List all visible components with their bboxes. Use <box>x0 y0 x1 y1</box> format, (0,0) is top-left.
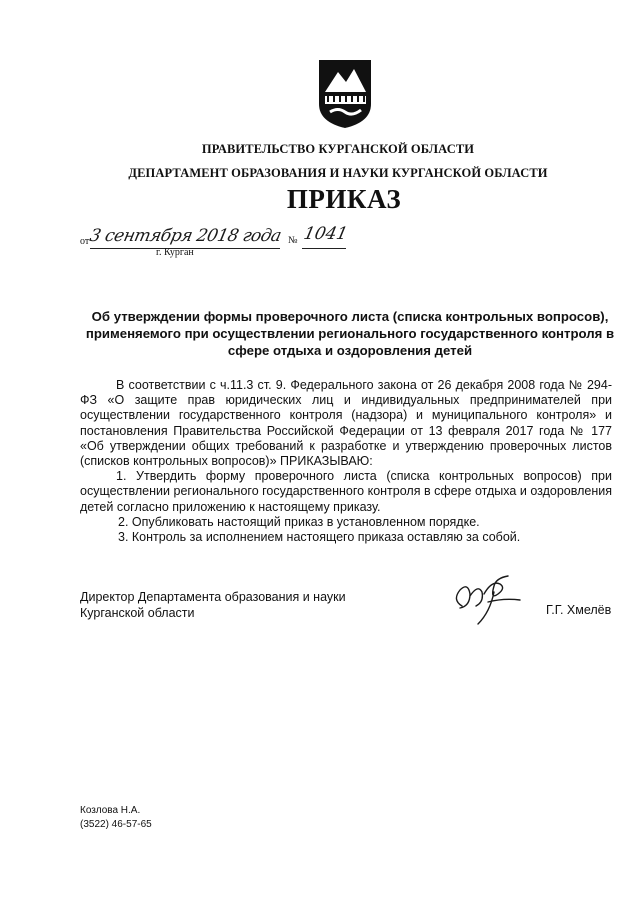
number-label: № <box>288 235 298 246</box>
body-paragraph-preamble: В соответствии с ч.11.3 ст. 9. Федерального закона от 26 декабря 2008 года № 294-ФЗ «О защите прав юридических лиц и индивидуальных предпринимателей при осуществлении государственного контроля (надзора) и муниципального контроля» и постановления Правительства Российской Федерации от 13 февраля 2017 года № 177 «Об утверждении общих требований к разработке и утверждению проверочных листов (списков контрольных вопросов)» ПРИКАЗЫВАЮ: <box>80 378 612 469</box>
city-label: г. Курган <box>156 247 194 258</box>
org-line-government: ПРАВИТЕЛЬСТВО КУРГАНСКОЙ ОБЛАСТИ <box>201 142 475 156</box>
executor-name: Козлова Н.А. <box>80 805 141 816</box>
document-type-title: ПРИКАЗ <box>286 184 402 214</box>
order-item-3: 3. Контроль за исполнением настоящего приказа оставляю за собой. <box>118 530 521 545</box>
signatory-position-line1: Директор Департамента образования и науки <box>80 590 346 604</box>
handwritten-signature <box>448 572 526 628</box>
order-item-2: 2. Опубликовать настоящий приказ в установленном порядке. <box>118 514 480 529</box>
signer-name: Г.Г. Хмелёв <box>546 603 612 617</box>
executor-info <box>80 804 152 832</box>
signatory-position <box>80 589 380 621</box>
number-underline <box>302 248 346 249</box>
date-number-line <box>80 220 370 268</box>
document-body <box>80 378 612 545</box>
order-item-1: 1. Утвердить форму проверочного листа (списка контрольных вопросов) при осуществлении регионального государственного контроля в сфере отдыха и оздоровления детей согласно приложению к настоящему приказу. <box>80 469 612 514</box>
document-subject: Об утверждении формы проверочного листа (списка контрольных вопросов), применяемого при осуществлении регионального государственного контроля в сфере отдыха и оздоровления детей <box>85 309 615 358</box>
coat-of-arms-icon <box>316 58 374 130</box>
signatory-position-line2: Курганской области <box>80 606 195 620</box>
handwritten-number: 1041 <box>301 224 350 244</box>
date-prefix: от <box>80 236 90 247</box>
org-line-department: ДЕПАРТАМЕНТ ОБРАЗОВАНИЯ И НАУКИ КУРГАНСКОЙ ОБЛАСТИ <box>128 166 548 180</box>
handwritten-date: 3 сентября 2018 года <box>87 226 283 246</box>
executor-phone: (3522) 46-57-65 <box>80 819 152 830</box>
